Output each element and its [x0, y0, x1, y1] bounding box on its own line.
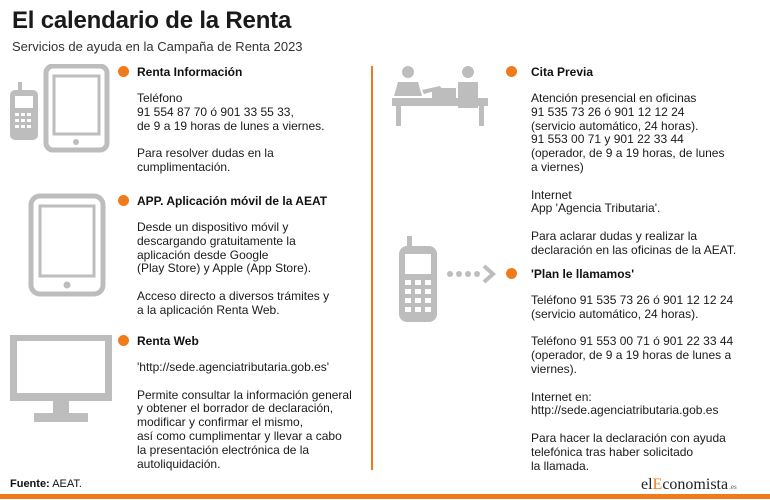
- section-body-plan-le-llamamos: Teléfono 91 535 73 26 ó 901 12 12 24 (servicio automático, 24 horas). Teléfono 91 553 00 71 ó 901 22 33 44 (operador, de 9 a 19 horas de lunes a viernes). Internet en: http://sede.agenciatributaria.gob.es Para hacer la declaración con ayuda telefónica tras haber solicitado la llamada.: [531, 293, 734, 473]
- brand-logo: [641, 476, 737, 494]
- bullet-dot: [506, 66, 517, 77]
- phone-tablet-icon: [8, 64, 113, 154]
- section-body-renta-informacion: Teléfono 91 554 87 70 ó 901 33 55 33, de 9 a 19 horas de lunes a viernes. Para resolver dudas en la cumplimentación.: [137, 91, 325, 174]
- tablet-icon: [28, 193, 106, 297]
- logo-suffix: .es: [729, 483, 737, 491]
- bottom-accent-line: [0, 494, 770, 499]
- section-body-app: Desde un dispositivo móvil y descargando gratuitamente la aplicación desde Google (Play Store) y Apple (App Store). Acceso directo a diversos trámites y a la aplicación Renta Web.: [137, 220, 330, 317]
- section-body-cita-previa: Atención presencial en oficinas 91 535 73 26 ó 901 12 12 24 (servicio automático, 24 horas). 91 553 00 71 y 901 22 33 44 (operador, de 9 a 19 horas, de lunes a viernes) Internet App 'Agencia Tributaria'. Para aclarar dudas y realizar la declaración en las oficinas de la AEAT.: [531, 91, 737, 257]
- bullet-dot: [506, 268, 517, 279]
- source-value: AEAT.: [52, 478, 82, 490]
- page-title: El calendario de la Renta: [12, 7, 292, 34]
- bullet-dot: [118, 66, 129, 77]
- page-subtitle: Servicios de ayuda en la Campaña de Renta 2023: [12, 39, 303, 54]
- logo-part-rest: conomista: [662, 476, 729, 493]
- office-desk-icon: [392, 64, 488, 126]
- logo-part-e: E: [652, 476, 663, 493]
- logo-part-el: el: [641, 476, 653, 493]
- source-label: Fuente:: [10, 478, 50, 490]
- section-body-renta-web: 'http://sede.agenciatributaria.gob.es' Permite consultar la información general y obtener el borrador de declaración, modificar y confirmar el mismo, así como cumplimentar y llevar a cabo la presentación electrónica de la autoliquidación.: [137, 360, 352, 471]
- column-divider: [371, 66, 373, 470]
- monitor-icon: [8, 333, 114, 425]
- section-title-renta-web: Renta Web: [137, 334, 199, 348]
- source-note: [10, 478, 82, 490]
- section-title-renta-informacion: Renta Información: [137, 65, 243, 79]
- bullet-dot: [118, 335, 129, 346]
- bullet-dot: [118, 195, 129, 206]
- section-title-plan-le-llamamos: 'Plan le llamamos': [531, 267, 635, 281]
- section-title-cita-previa: Cita Previa: [531, 65, 594, 79]
- section-title-app: APP. Aplicación móvil de la AEAT: [137, 194, 328, 208]
- mobile-call-icon: [396, 236, 496, 324]
